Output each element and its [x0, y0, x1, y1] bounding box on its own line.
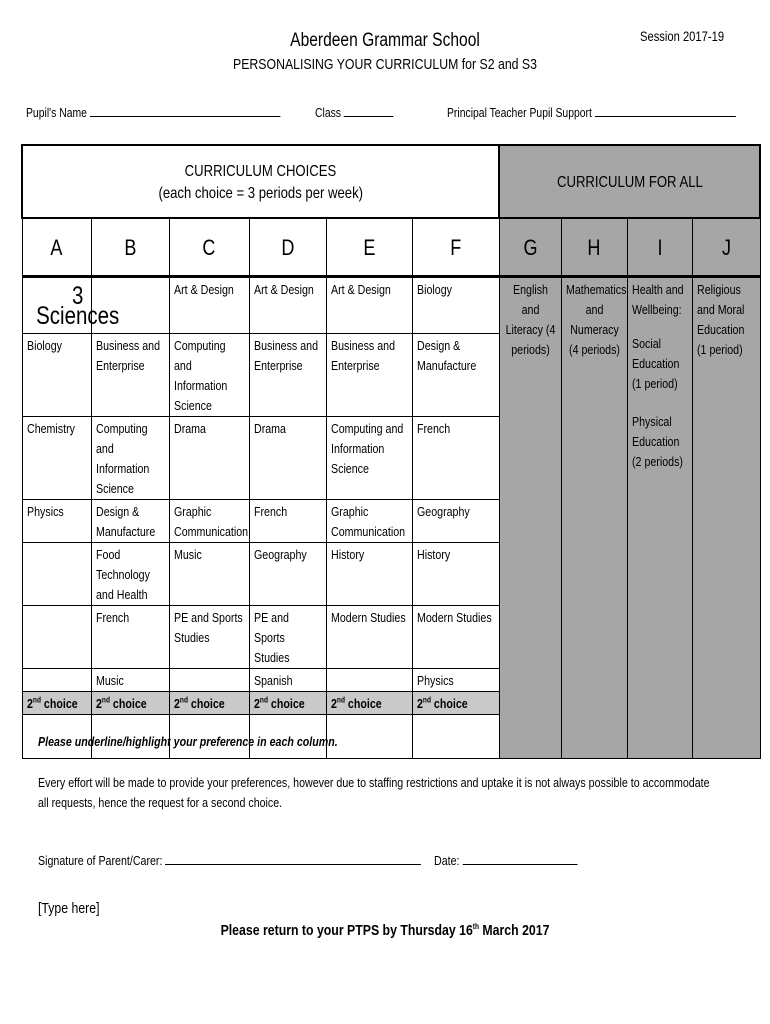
- subject-label: Art & Design: [330, 281, 391, 297]
- return-note-sup: th: [472, 922, 480, 931]
- column-header-c: [169, 218, 249, 276]
- subject-label: Drama: [173, 420, 206, 436]
- table-cell[interactable]: [91, 542, 169, 605]
- second-choice-cell-f: [412, 691, 499, 714]
- subject-label: PE and Sports Studies: [173, 609, 243, 645]
- class-label: Class: [315, 105, 342, 120]
- subject-label: Biology: [416, 281, 452, 297]
- second-choice-cell-d: [249, 691, 326, 714]
- second-choice-number: 2: [330, 695, 337, 711]
- column-letter: J: [721, 234, 731, 260]
- table-cell[interactable]: [91, 668, 169, 691]
- subject-label: Music: [173, 546, 202, 562]
- principal-teacher-field[interactable]: [447, 104, 736, 120]
- curriculum-choices-heading: [22, 145, 499, 218]
- subject-label: Graphic Communication: [173, 503, 248, 539]
- table-cell[interactable]: [326, 542, 412, 605]
- second-choice-cell-b: [91, 691, 169, 714]
- pupil-name-label: Pupil's Name: [26, 105, 87, 120]
- column-header-e: [326, 218, 412, 276]
- date-field[interactable]: [434, 852, 577, 868]
- table-cell[interactable]: [249, 542, 326, 605]
- instruction-text: Please underline/highlight your preference in each column.: [38, 734, 338, 749]
- subject-label: Physics: [416, 672, 454, 688]
- second-choice-sup: nd: [179, 695, 188, 705]
- table-cell[interactable]: [169, 333, 249, 416]
- table-cell[interactable]: [22, 668, 91, 691]
- return-note: [69, 922, 700, 939]
- subject-label: Design & Manufacture: [95, 503, 155, 539]
- table-cell[interactable]: [169, 542, 249, 605]
- subject-label: History: [330, 546, 364, 562]
- document-subtitle: PERSONALISING YOUR CURRICULUM for S2 and S3: [233, 56, 537, 73]
- table-cell[interactable]: [412, 499, 499, 542]
- religious-moral-column: [692, 276, 760, 758]
- curriculum-for-all-heading: [499, 145, 760, 218]
- table-cell[interactable]: [22, 542, 91, 605]
- second-choice-entry-e[interactable]: [326, 714, 412, 758]
- second-choice-label: choice: [43, 695, 78, 711]
- subject-label: French: [253, 503, 287, 519]
- column-letter: H: [587, 234, 601, 260]
- subject-label: Physics: [26, 503, 64, 519]
- subject-label: Graphic Communication: [330, 503, 405, 539]
- column-header-b: [91, 218, 169, 276]
- second-choice-number: 2: [26, 695, 33, 711]
- second-choice-number: 2: [173, 695, 180, 711]
- subject-label: Computing and Information Science: [95, 420, 149, 496]
- table-cell[interactable]: [91, 333, 169, 416]
- subject-label: 3 Sciences: [35, 281, 119, 330]
- subject-label: French: [416, 420, 450, 436]
- table-cell[interactable]: [169, 416, 249, 499]
- table-cell[interactable]: [169, 668, 249, 691]
- subject-label: French: [95, 609, 129, 625]
- curriculum-table: [21, 144, 761, 759]
- table-cell[interactable]: [22, 605, 91, 668]
- column-header-j: [692, 218, 760, 276]
- subject-label: History: [416, 546, 450, 562]
- table-cell[interactable]: [326, 416, 412, 499]
- health-wellbeing-text: Health and Wellbeing:: [631, 281, 684, 317]
- table-cell[interactable]: [326, 605, 412, 668]
- english-literacy-column: [499, 276, 561, 758]
- second-choice-cell-e: [326, 691, 412, 714]
- table-cell[interactable]: [412, 668, 499, 691]
- column-letter: C: [202, 234, 216, 260]
- second-choice-number: 2: [416, 695, 423, 711]
- column-header-f: [412, 218, 499, 276]
- table-cell[interactable]: [249, 499, 326, 542]
- column-header-a: [22, 218, 91, 276]
- table-cell[interactable]: [412, 416, 499, 499]
- subject-label: Business and Enterprise: [330, 337, 395, 373]
- second-choice-cell-a: [22, 691, 91, 714]
- table-cell[interactable]: [169, 605, 249, 668]
- table-cell[interactable]: [326, 333, 412, 416]
- mathematics-numeracy-column: [561, 276, 627, 758]
- religious-moral-text: Religious and Moral Education (1 period): [696, 281, 744, 357]
- second-choice-cell-c: [169, 691, 249, 714]
- table-cell[interactable]: [249, 668, 326, 691]
- column-header-d: [249, 218, 326, 276]
- date-label: Date:: [434, 853, 460, 868]
- english-literacy-text: English and Literacy (4 periods): [505, 281, 555, 357]
- table-cell[interactable]: [91, 605, 169, 668]
- column-letter: F: [450, 234, 462, 260]
- table-cell[interactable]: [22, 499, 91, 542]
- second-choice-sup: nd: [336, 695, 345, 705]
- subject-label: Computing and Information Science: [330, 420, 403, 476]
- column-letter: A: [50, 234, 63, 260]
- column-header-g: [499, 218, 561, 276]
- table-cell[interactable]: [249, 605, 326, 668]
- subject-label: Art & Design: [173, 281, 234, 297]
- curriculum-for-all-text: CURRICULUM FOR ALL: [556, 173, 703, 191]
- column-letter: D: [280, 234, 295, 260]
- second-choice-label: choice: [112, 695, 147, 711]
- second-choice-entry-f[interactable]: [412, 714, 499, 758]
- subject-label: Art & Design: [253, 281, 314, 297]
- subject-label: Geography: [416, 503, 470, 519]
- subject-label: Business and Enterprise: [253, 337, 318, 373]
- physical-education-text: Physical Education (2 periods): [631, 413, 683, 469]
- second-choice-label: choice: [270, 695, 305, 711]
- pupil-name-line[interactable]: [90, 104, 280, 117]
- table-cell[interactable]: [249, 333, 326, 416]
- table-cell[interactable]: [412, 333, 499, 416]
- principal-teacher-line[interactable]: [595, 104, 736, 117]
- subject-label: Modern Studies: [330, 609, 406, 625]
- table-cell[interactable]: [412, 605, 499, 668]
- second-choice-number: 2: [95, 695, 102, 711]
- table-cell[interactable]: [91, 499, 169, 542]
- mathematics-numeracy-text: Mathematics and Numeracy (4 periods): [565, 281, 626, 357]
- subject-label: Business and Enterprise: [95, 337, 160, 373]
- table-cell[interactable]: [169, 499, 249, 542]
- second-choice-number: 2: [253, 695, 260, 711]
- type-here-placeholder[interactable]: [Type here]: [38, 900, 100, 917]
- session-label: Session 2017-19: [640, 28, 725, 44]
- choices-heading-line1: CURRICULUM CHOICES: [184, 162, 337, 180]
- choices-heading-line2: (each choice = 3 periods per week): [158, 184, 363, 202]
- subject-label: Spanish: [253, 672, 293, 688]
- subject-label: PE and Sports Studies: [253, 609, 290, 665]
- table-cell[interactable]: [326, 499, 412, 542]
- column-letter: I: [657, 234, 663, 260]
- table-cell[interactable]: [326, 276, 412, 333]
- table-cell[interactable]: [91, 416, 169, 499]
- column-letter: G: [523, 234, 538, 260]
- return-note-post: March 2017: [479, 922, 550, 939]
- table-cell[interactable]: [249, 276, 326, 333]
- effort-paragraph: Every effort will be made to provide your preferences, however due to staffing restrictions and uptake it is not always possible to accommodate all requests, hence the request for a second choice.: [38, 775, 710, 810]
- second-choice-sup: nd: [259, 695, 268, 705]
- second-choice-sup: nd: [422, 695, 431, 705]
- subject-label: Drama: [253, 420, 286, 436]
- second-choice-label: choice: [190, 695, 225, 711]
- second-choice-sup: nd: [32, 695, 41, 705]
- column-header-h: [561, 218, 627, 276]
- subject-label: Computing and Information Science: [173, 337, 227, 413]
- class-line[interactable]: [344, 104, 394, 117]
- table-cell[interactable]: [412, 542, 499, 605]
- health-wellbeing-column: [627, 276, 692, 758]
- class-field[interactable]: [315, 104, 394, 120]
- date-line[interactable]: [462, 852, 577, 865]
- column-header-i: [627, 218, 692, 276]
- school-name: Aberdeen Grammar School: [290, 30, 480, 51]
- signature-field[interactable]: [38, 852, 421, 868]
- subject-label: Design & Manufacture: [416, 337, 476, 373]
- pupil-name-field[interactable]: [26, 104, 280, 120]
- table-cell[interactable]: [249, 416, 326, 499]
- second-choice-label: choice: [347, 695, 382, 711]
- table-cell[interactable]: [22, 416, 91, 499]
- subject-label: Geography: [253, 546, 307, 562]
- column-letter: B: [123, 234, 137, 260]
- subject-label: Biology: [26, 337, 62, 353]
- table-cell[interactable]: [169, 276, 249, 333]
- table-cell[interactable]: [22, 333, 91, 416]
- principal-teacher-label: Principal Teacher Pupil Support: [447, 105, 592, 120]
- return-note-pre: Please return to your PTPS by Thursday 16: [220, 922, 473, 939]
- subject-label: Modern Studies: [416, 609, 492, 625]
- signature-line[interactable]: [165, 852, 421, 865]
- table-cell[interactable]: [326, 668, 412, 691]
- social-education-text: Social Education (1 period): [631, 335, 679, 391]
- signature-label: Signature of Parent/Carer:: [38, 853, 163, 868]
- table-cell[interactable]: [22, 276, 119, 333]
- subject-label: Chemistry: [26, 420, 75, 436]
- second-choice-sup: nd: [101, 695, 110, 705]
- table-cell[interactable]: [412, 276, 499, 333]
- subject-label: Food Technology and Health: [95, 546, 150, 602]
- subject-label: Music: [95, 672, 124, 688]
- column-letter: E: [362, 234, 376, 260]
- second-choice-label: choice: [433, 695, 468, 711]
